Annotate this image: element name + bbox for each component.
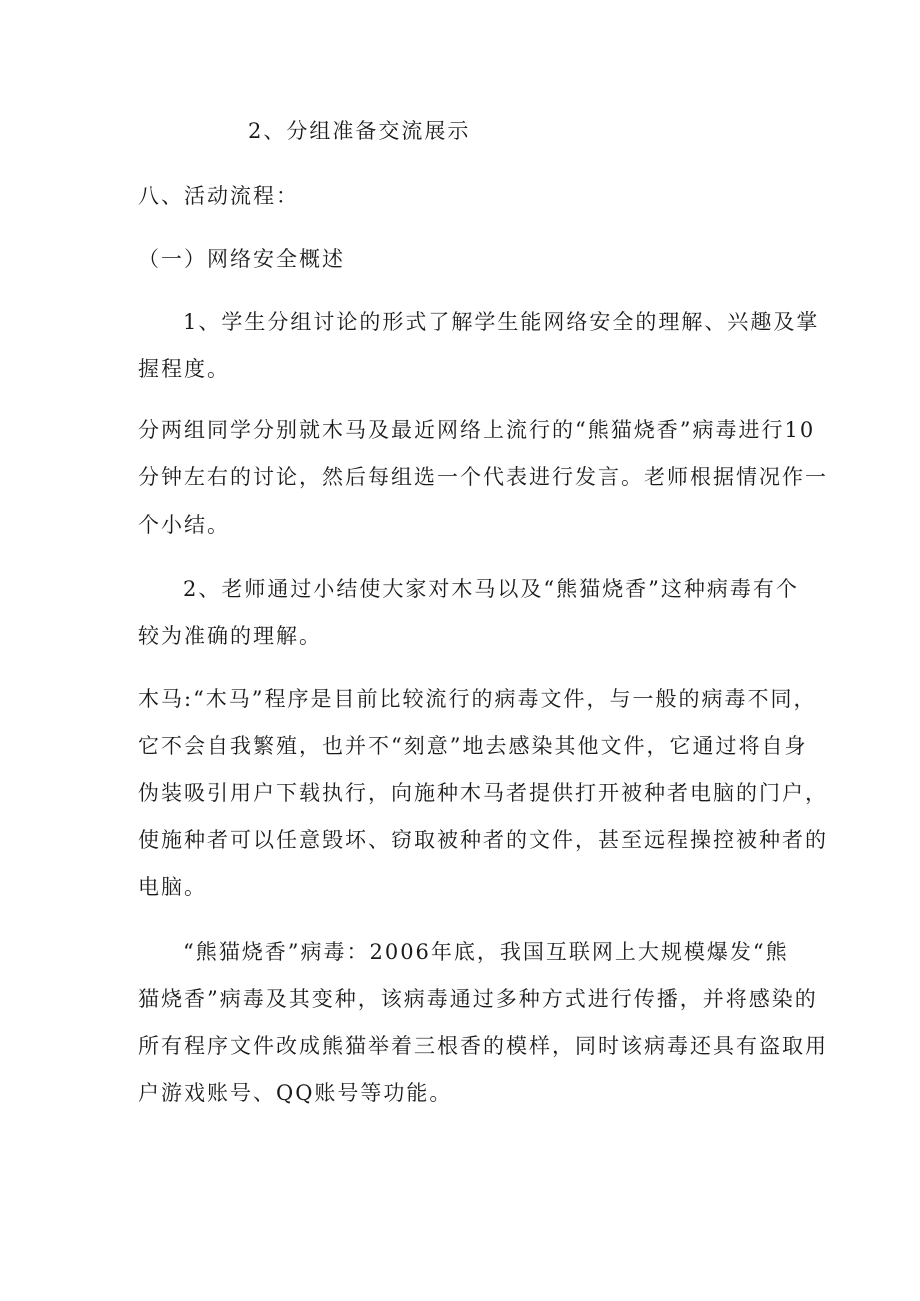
paragraph-4-line-1: 木马:“木马”程序是目前比较流行的病毒文件，与一般的病毒不同， <box>138 687 817 711</box>
section-heading-activity-process: 八、活动流程： <box>138 184 299 208</box>
paragraph-2-line-1: 分两组同学分别就木马及最近网络上流行的“熊猫烧香”病毒进行10 <box>138 418 816 442</box>
paragraph-5-line-1: “熊猫烧香”病毒：2006年底，我国互联网上大规模爆发“熊 <box>183 940 789 964</box>
paragraph-2-line-3: 个小结。 <box>138 513 230 537</box>
paragraph-5-line-4: 户游戏账号、QQ账号等功能。 <box>138 1081 453 1105</box>
paragraph-2-line-2: 分钟左右的讨论，然后每组选一个代表进行发言。老师根据情况作一 <box>138 465 828 489</box>
paragraph-5-line-2: 猫烧香”病毒及其变种，该病毒通过多种方式进行传播，并将感染的 <box>138 987 818 1011</box>
paragraph-4-line-3: 伪装吸引用户下载执行，向施种木马者提供打开被种者电脑的门户， <box>138 781 828 805</box>
paragraph-4-line-4: 使施种者可以任意毁坏、窃取被种者的文件，甚至远程操控被种者的 <box>138 828 828 852</box>
paragraph-1-line-1: 1、学生分组讨论的形式了解学生能网络安全的理解、兴趣及掌 <box>183 310 820 334</box>
paragraph-3-line-2: 较为准确的理解。 <box>138 624 322 648</box>
paragraph-4-line-2: 它不会自我繁殖，也并不“刻意”地去感染其他文件，它通过将自身 <box>138 734 808 758</box>
paragraph-1-line-2: 握程度。 <box>138 357 230 381</box>
text-line-1: 2、分组准备交流展示 <box>248 119 471 143</box>
subsection-heading-network-security-overview: （一）网络安全概述 <box>138 247 345 271</box>
paragraph-5-line-3: 所有程序文件改成熊猫举着三根香的模样，同时该病毒还具有盗取用 <box>138 1034 828 1058</box>
paragraph-4-line-5: 电脑。 <box>138 875 207 899</box>
paragraph-3-line-1: 2、老师通过小结使大家对木马以及“熊猫烧香”这种病毒有个 <box>183 577 799 601</box>
